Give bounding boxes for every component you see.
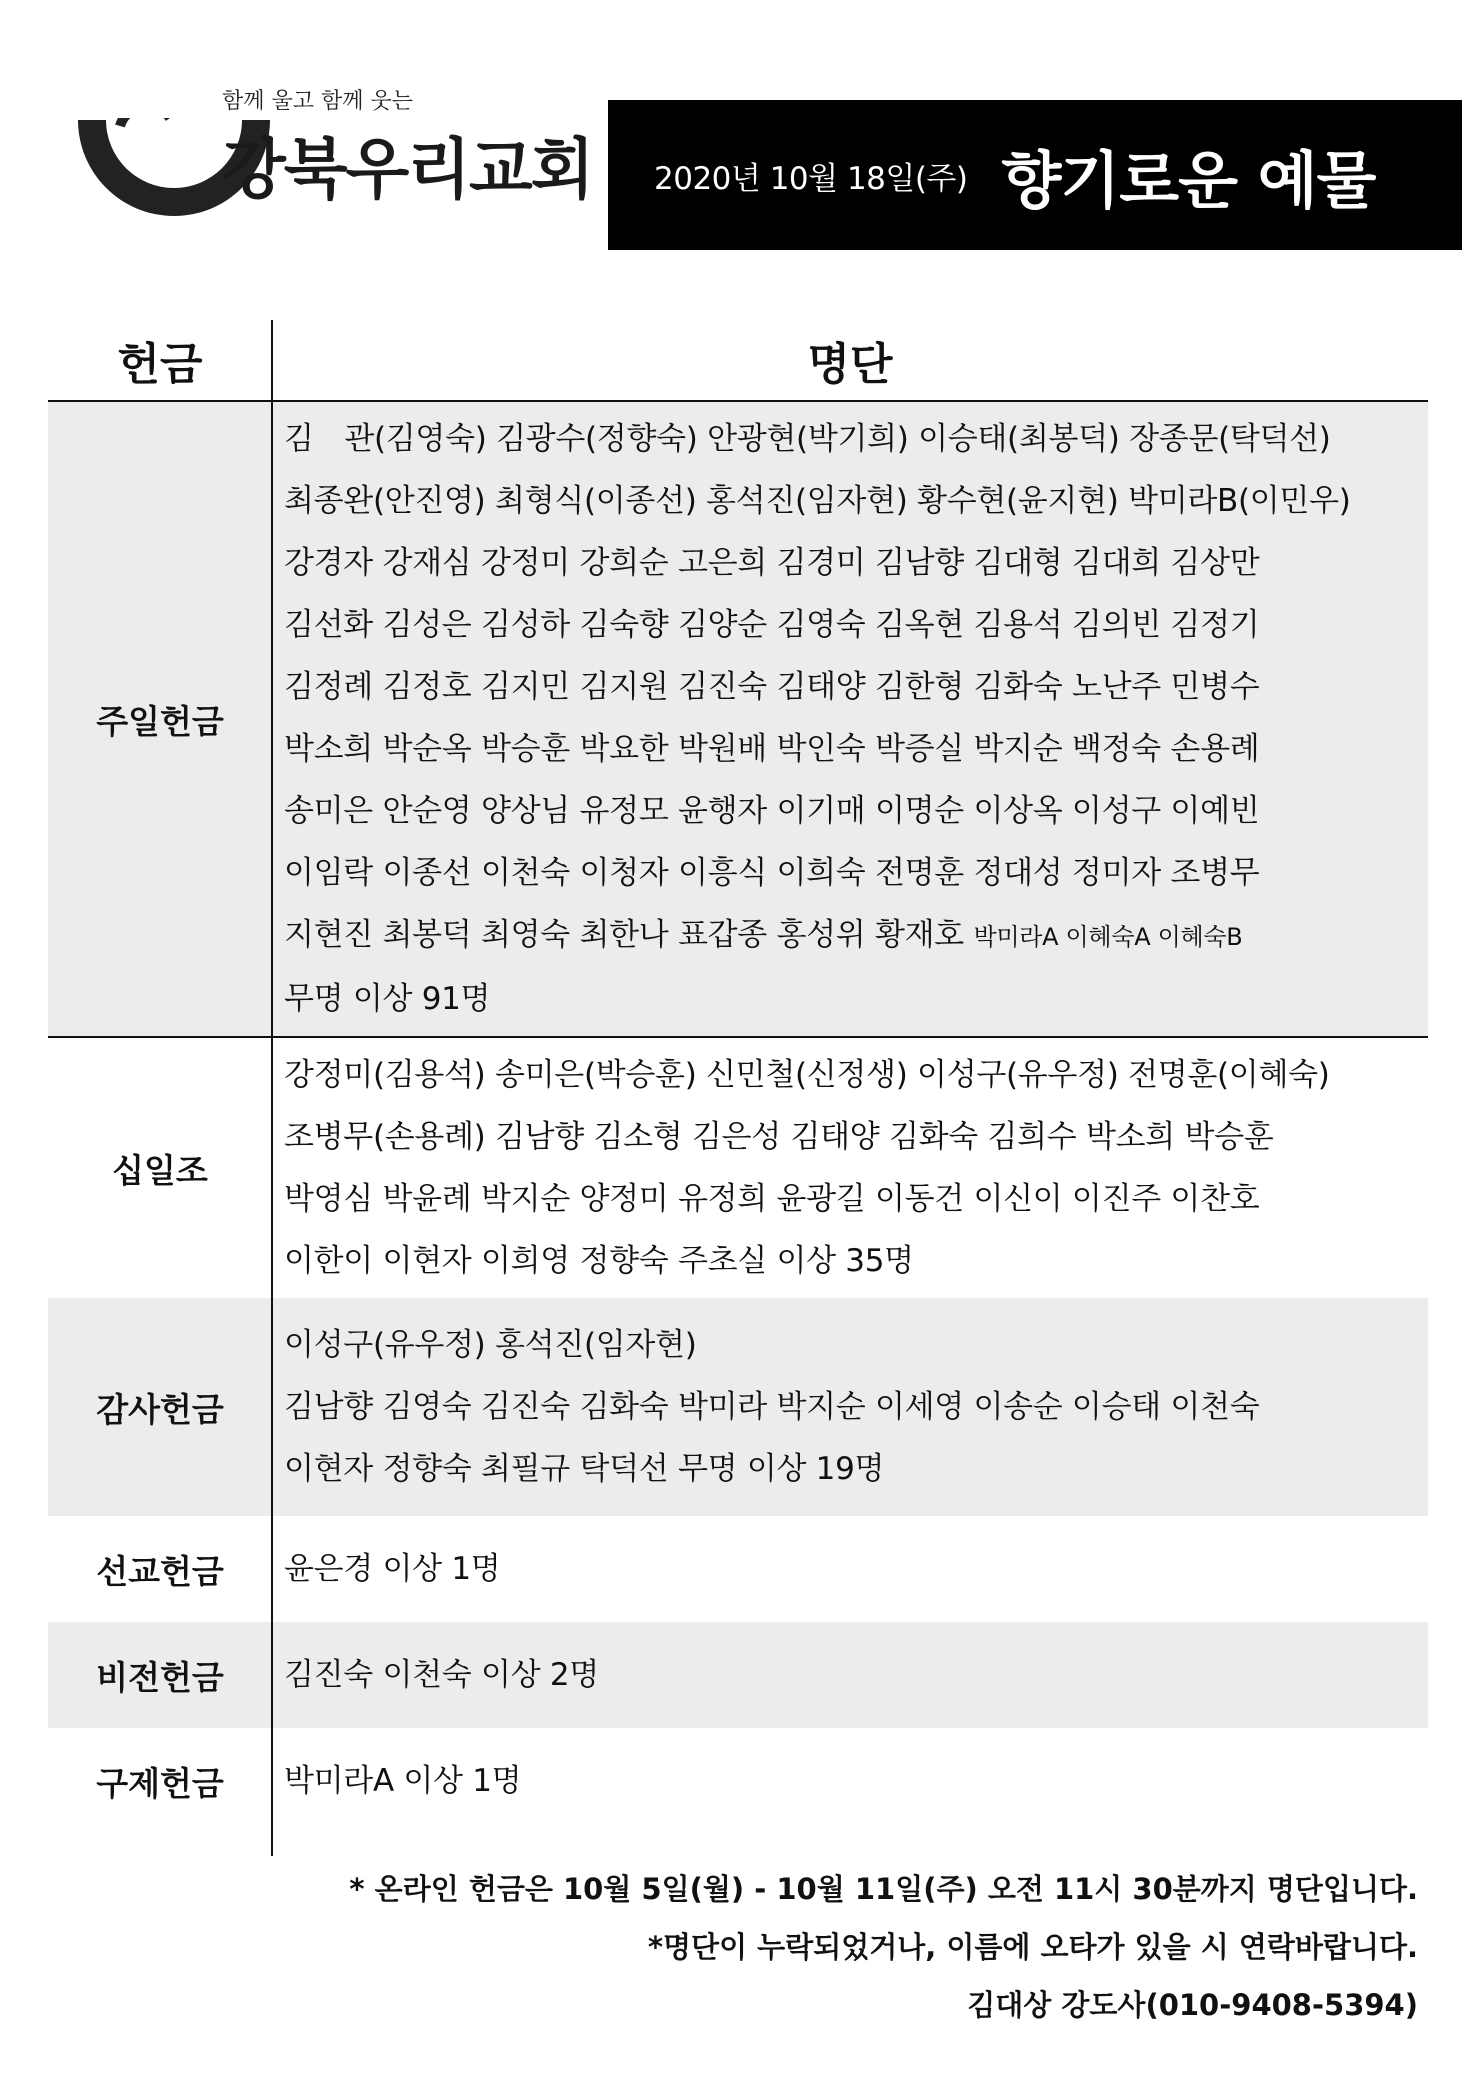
church-slogan: 함께 울고 함께 웃는 — [222, 89, 413, 114]
table-row-vision-offering — [48, 1622, 1428, 1728]
names-line — [284, 904, 1428, 968]
names-text: 지현진 최봉덕 최영숙 최한나 표갑종 홍성위 황재호 — [284, 917, 964, 953]
names-line: 김진숙 이천숙 이상 2명 — [284, 1657, 599, 1693]
row-category: 비전헌금 — [96, 1657, 224, 1697]
header-names: 명단 — [807, 339, 893, 390]
names-line: 김남향 김영숙 김진숙 김화숙 박미라 박지순 이세영 이송순 이승태 이천숙 — [284, 1389, 1260, 1425]
row-names — [272, 402, 1428, 1036]
bulletin-title: 향기로운 예물 — [1001, 143, 1376, 217]
names-line: 박영심 박윤례 박지순 양정미 유정희 윤광길 이동건 이신이 이진주 이찬호 — [284, 1181, 1260, 1217]
names-total: 무명 이상 91명 — [284, 981, 491, 1017]
names-line: 박미라A 이상 1명 — [284, 1763, 522, 1799]
row-names — [272, 1728, 1428, 1834]
names-line: 이성구(유우정) 홍석진(임자현) — [284, 1327, 697, 1363]
names-line: 김선화 김성은 김성하 김숙향 김양순 김영숙 김옥현 김용석 김의빈 김정기 — [284, 607, 1260, 643]
table-row-thanksgiving-offering — [48, 1298, 1428, 1516]
row-names — [272, 1298, 1428, 1516]
row-category: 구제헌금 — [96, 1763, 224, 1803]
names-line: 강경자 강재심 강정미 강희순 고은희 김경미 김남향 김대형 김대희 김상만 — [284, 545, 1260, 581]
names-text-small: 박미라A 이혜숙A 이혜숙B — [973, 923, 1243, 951]
names-line: 강정미(김용석) 송미은(박승훈) 신민철(신정생) 이성구(유우정) 전명훈(이혜숙) — [284, 1057, 1330, 1093]
online-offering-note: * 온라인 헌금은 10월 5일(월) - 10월 11일(주) 오전 11시 30분까지 명단입니다. — [349, 1872, 1418, 1906]
row-names — [272, 1038, 1428, 1298]
row-names — [272, 1622, 1428, 1728]
contact-info: 김대상 강도사(010-9408-5394) — [967, 1988, 1418, 2022]
church-name: 강북우리교회 — [222, 131, 593, 208]
names-line: 김정례 김정호 김지민 김지원 김진숙 김태양 김한형 김화숙 노난주 민병수 — [284, 669, 1260, 705]
names-line: 조병무(손용례) 김남향 김소형 김은성 김태양 김화숙 김희수 박소희 박승훈 — [284, 1119, 1274, 1155]
logo-small-arc-icon — [120, 118, 170, 126]
row-category: 선교헌금 — [96, 1551, 224, 1591]
correction-note: *명단이 누락되었거나, 이름에 오타가 있을 시 연락바랍니다. — [647, 1930, 1418, 1964]
row-category: 십일조 — [112, 1150, 208, 1190]
table-row-mission-offering — [48, 1516, 1428, 1622]
title-banner — [608, 100, 1462, 250]
table-header — [48, 320, 1428, 400]
names-line: 최종완(안진영) 최형식(이종선) 홍석진(임자현) 황수현(윤지현) 박미라B(이민우) — [284, 483, 1351, 519]
bulletin-date: 2020년 10월 18일(주) — [654, 160, 968, 197]
footer-notes — [349, 1860, 1418, 2034]
header-category: 헌금 — [117, 339, 203, 390]
row-category: 주일헌금 — [96, 701, 224, 741]
row-category: 감사헌금 — [96, 1389, 224, 1429]
row-names — [272, 1516, 1428, 1622]
table-row-relief-offering — [48, 1728, 1428, 1834]
names-line: 송미은 안순영 양상님 유정모 윤행자 이기매 이명순 이상옥 이성구 이예빈 — [284, 793, 1260, 829]
column-divider — [271, 320, 273, 1856]
offering-table — [48, 320, 1428, 1834]
table-row-tithe — [48, 1038, 1428, 1298]
names-line: 윤은경 이상 1명 — [284, 1551, 501, 1587]
names-line: 이한이 이현자 이희영 정향숙 주초실 이상 35명 — [284, 1243, 914, 1279]
names-line: 이현자 정향숙 최필규 탁덕선 무명 이상 19명 — [284, 1451, 885, 1487]
table-row-sunday-offering — [48, 400, 1428, 1038]
names-line: 김 관(김영숙) 김광수(정향숙) 안광현(박기희) 이승태(최봉덕) 장종문(탁덕선) — [284, 421, 1331, 457]
names-line: 이임락 이종선 이천숙 이청자 이흥식 이희숙 전명훈 정대성 정미자 조병무 — [284, 855, 1260, 891]
names-line: 박소희 박순옥 박승훈 박요한 박원배 박인숙 박증실 박지순 백정숙 손용례 — [284, 731, 1260, 767]
